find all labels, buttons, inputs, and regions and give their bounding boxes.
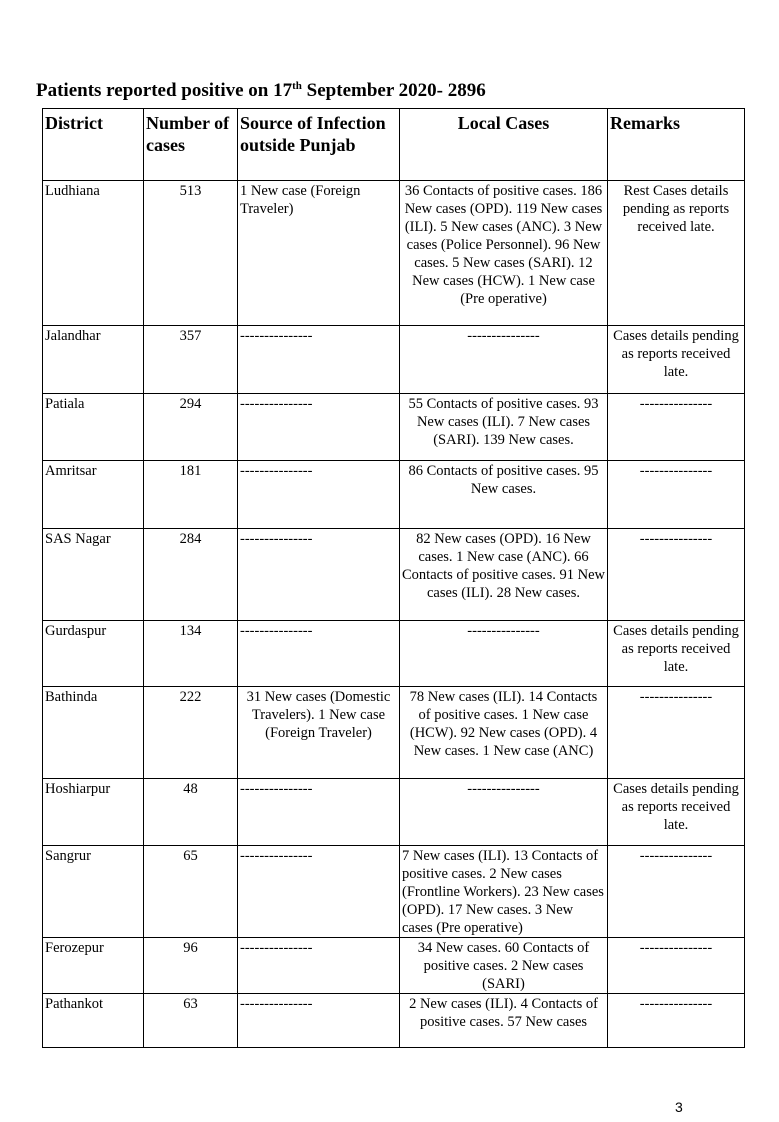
table-row bbox=[43, 461, 745, 529]
table-row bbox=[43, 394, 745, 461]
local-cases-cell: 86 Contacts of positive cases. 95 New cases. bbox=[400, 461, 608, 529]
source-cell: 1 New case (Foreign Traveler) bbox=[238, 181, 400, 326]
local-cases-cell: 36 Contacts of positive cases. 186 New cases (OPD). 119 New cases (ILI). 5 New cases (ANC). 3 New cases (Police Personnel). 96 New cases. 5 New cases (SARI). 12 New cases (HCW). 1 New case (Pre operative) bbox=[400, 181, 608, 326]
remarks-cell: Cases details pending as reports received late. bbox=[608, 779, 745, 846]
district-cell: Ferozepur bbox=[43, 938, 144, 994]
cases-cell: 294 bbox=[144, 394, 238, 461]
page-title bbox=[36, 80, 486, 102]
source-cell: --------------- bbox=[238, 938, 400, 994]
cases-cell: 222 bbox=[144, 687, 238, 779]
district-cell: Sangrur bbox=[43, 846, 144, 938]
table-row bbox=[43, 779, 745, 846]
district-cell: Patiala bbox=[43, 394, 144, 461]
header-source: Source of Infection outside Punjab bbox=[238, 109, 400, 181]
district-cell: Hoshiarpur bbox=[43, 779, 144, 846]
cases-cell: 284 bbox=[144, 529, 238, 621]
local-cases-cell: 7 New cases (ILI). 13 Contacts of positive cases. 2 New cases (Frontline Workers). 23 New cases (OPD). 17 New cases. 3 New cases (Pre operative) bbox=[400, 846, 608, 938]
title-superscript: th bbox=[292, 80, 302, 92]
table-row bbox=[43, 846, 745, 938]
cases-cell: 181 bbox=[144, 461, 238, 529]
local-cases-cell: 82 New cases (OPD). 16 New cases. 1 New case (ANC). 66 Contacts of positive cases. 91 New cases (ILI). 28 New cases. bbox=[400, 529, 608, 621]
page-number: 3 bbox=[675, 1099, 683, 1115]
remarks-cell: --------------- bbox=[608, 994, 745, 1048]
remarks-cell: --------------- bbox=[608, 394, 745, 461]
district-cell: Jalandhar bbox=[43, 326, 144, 394]
source-cell: --------------- bbox=[238, 621, 400, 687]
table-row bbox=[43, 181, 745, 326]
cases-cell: 96 bbox=[144, 938, 238, 994]
header-local-cases: Local Cases bbox=[400, 109, 608, 181]
remarks-cell: --------------- bbox=[608, 687, 745, 779]
source-cell: --------------- bbox=[238, 994, 400, 1048]
remarks-cell: --------------- bbox=[608, 846, 745, 938]
local-cases-cell: 55 Contacts of positive cases. 93 New cases (ILI). 7 New cases (SARI). 139 New cases. bbox=[400, 394, 608, 461]
header-number-of-cases: Number of cases bbox=[144, 109, 238, 181]
remarks-cell: --------------- bbox=[608, 461, 745, 529]
remarks-cell: Cases details pending as reports received late. bbox=[608, 621, 745, 687]
cases-table bbox=[42, 108, 745, 1048]
table-row bbox=[43, 326, 745, 394]
district-cell: SAS Nagar bbox=[43, 529, 144, 621]
source-cell: --------------- bbox=[238, 394, 400, 461]
local-cases-cell: 2 New cases (ILI). 4 Contacts of positive cases. 57 New cases bbox=[400, 994, 608, 1048]
source-cell: --------------- bbox=[238, 529, 400, 621]
remarks-cell: Rest Cases details pending as reports received late. bbox=[608, 181, 745, 326]
district-cell: Pathankot bbox=[43, 994, 144, 1048]
local-cases-cell: --------------- bbox=[400, 621, 608, 687]
remarks-cell: --------------- bbox=[608, 529, 745, 621]
source-cell: --------------- bbox=[238, 326, 400, 394]
cases-cell: 134 bbox=[144, 621, 238, 687]
cases-cell: 65 bbox=[144, 846, 238, 938]
local-cases-cell: 78 New cases (ILI). 14 Contacts of positive cases. 1 New case (HCW). 92 New cases (OPD). 4 New cases. 1 New case (ANC) bbox=[400, 687, 608, 779]
table-row bbox=[43, 529, 745, 621]
remarks-cell: --------------- bbox=[608, 938, 745, 994]
header-district: District bbox=[43, 109, 144, 181]
source-cell: 31 New cases (Domestic Travelers). 1 New case (Foreign Traveler) bbox=[238, 687, 400, 779]
table-header-row bbox=[43, 109, 745, 181]
table-row bbox=[43, 938, 745, 994]
remarks-cell: Cases details pending as reports received late. bbox=[608, 326, 745, 394]
cases-cell: 48 bbox=[144, 779, 238, 846]
cases-cell: 357 bbox=[144, 326, 238, 394]
district-cell: Gurdaspur bbox=[43, 621, 144, 687]
table-row bbox=[43, 621, 745, 687]
cases-cell: 63 bbox=[144, 994, 238, 1048]
title-suffix: September 2020- 2896 bbox=[301, 80, 486, 101]
title-prefix: Patients reported positive on 17 bbox=[36, 80, 293, 101]
header-remarks: Remarks bbox=[608, 109, 745, 181]
district-cell: Amritsar bbox=[43, 461, 144, 529]
source-cell: --------------- bbox=[238, 846, 400, 938]
local-cases-cell: --------------- bbox=[400, 779, 608, 846]
local-cases-cell: --------------- bbox=[400, 326, 608, 394]
source-cell: --------------- bbox=[238, 461, 400, 529]
source-cell: --------------- bbox=[238, 779, 400, 846]
cases-cell: 513 bbox=[144, 181, 238, 326]
table-row bbox=[43, 994, 745, 1048]
table-row bbox=[43, 687, 745, 779]
district-cell: Ludhiana bbox=[43, 181, 144, 326]
district-cell: Bathinda bbox=[43, 687, 144, 779]
local-cases-cell: 34 New cases. 60 Contacts of positive cases. 2 New cases (SARI) bbox=[400, 938, 608, 994]
